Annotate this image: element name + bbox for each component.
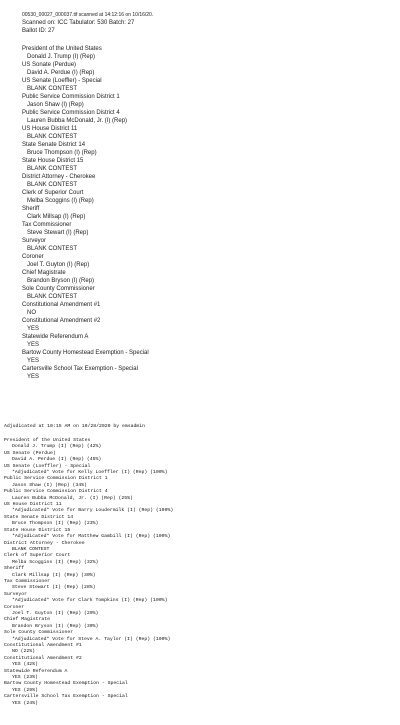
contest-title: President of the United States (4, 438, 91, 443)
contest-title: State Senate District 14 (4, 514, 74, 520)
scanned-contest (22, 61, 382, 77)
scanned-contest (22, 221, 382, 237)
contest-choice: Steve Stewart (I) (Rep) (28%) (12, 585, 96, 591)
adjudicated-contest (4, 476, 396, 489)
adjudicated-contest (4, 617, 396, 630)
contest-title: District Attorney - Cherokee (4, 540, 85, 546)
contest-title: Constitutional Amendment #2 (4, 655, 82, 661)
contest-choice: David A. Perdue (I) (Rep) (27, 70, 95, 76)
contest-title: State Senate District 14 (22, 142, 86, 148)
scanned-ballot-section (22, 12, 382, 381)
contest-choice: Melba Scoggins (I) (Rep) (32%) (12, 559, 99, 565)
contest-choice: *Adjudicated* Vote for Barry Loudermilk (I) (Rep) (100%) (12, 508, 174, 514)
scanned-on-line: Scanned on: ICC Tabulator: 530 Batch: 27 (22, 20, 135, 26)
scanned-contest (22, 253, 382, 269)
adjudicated-contest (4, 489, 396, 502)
scanned-contest (22, 365, 382, 381)
contest-choice: YES (24%) (12, 700, 38, 706)
contest-choice: NO (27, 310, 36, 316)
scanned-contest (22, 77, 382, 93)
scanned-contest (22, 349, 382, 365)
adjudicated-contest (4, 694, 396, 707)
contest-choice: Donald J. Trump (I) (Rep) (42%) (12, 444, 102, 450)
contest-choice: *Adjudicated* Vote for Clark Tompkins (I) (Rep) (100%) (12, 598, 168, 604)
contest-choice: BLANK CONTEST (27, 134, 78, 140)
contest-choice: David A. Perdue (I) (Rep) (45%) (12, 457, 102, 463)
adjudicated-contest (4, 528, 396, 541)
contest-title: Chief Magistrate (4, 617, 51, 623)
contest-title: State House District 15 (4, 527, 71, 533)
adjudicated-contest (4, 592, 396, 605)
adjudicated-contest (4, 605, 396, 618)
contest-title: US Sonate (Perdue) (22, 62, 77, 68)
contest-title: Constitutional Amendment #1 (22, 302, 101, 308)
ballot-id-line: Ballot ID: 27 (22, 27, 55, 34)
contest-choice: Brandon Bryson (I) (Rep) (27, 278, 95, 284)
adjudicated-contest (4, 553, 396, 566)
contest-title: Bartow County Homestead Exemption - Special (4, 681, 128, 687)
contest-choice: YES (27, 342, 40, 348)
contest-choice: YES (42%) (12, 662, 38, 668)
scanned-contest (22, 109, 382, 125)
contest-title: Public Service Commission District 1 (4, 476, 108, 482)
contest-choice: BLANK CONTEST (27, 294, 78, 300)
adjudicated-contest (4, 464, 396, 477)
contest-choice: YES (23%) (12, 675, 38, 681)
contest-title: Cartersville School Tax Exemption - Special (4, 694, 128, 700)
contest-title: Cartersville School Tax Exemption - Special (22, 366, 138, 372)
contest-title: Tax Commissioner (22, 222, 72, 228)
scanned-contest (22, 157, 382, 173)
contest-choice: YES (27, 326, 40, 332)
contest-choice: Steve Stewart (I) (Rep) (27, 230, 89, 236)
contest-title: Sheriff (4, 566, 25, 572)
scanned-contest (22, 173, 382, 189)
contest-choice: BLANK CONTEST (27, 246, 78, 252)
contest-title: US Senate (Loeffler) - Special (22, 78, 102, 84)
contest-choice: *Adjudicated* Vote for Matthew Gambill (I) (Rep) (100%) (12, 534, 171, 540)
contest-choice: BLANK CONTEST (27, 86, 78, 92)
contest-choice: Bruce Thompson (I) (Rep) (27, 150, 97, 156)
contest-choice: NO (22%) (12, 649, 36, 655)
contest-title: US Senate (Perdue) (4, 450, 56, 456)
contest-choice: Melba Scoggins (I) (Rep) (27, 198, 94, 204)
scanned-contest (22, 301, 382, 317)
contest-title: Sole County Commissioner (4, 630, 74, 636)
adjudicated-contest (4, 630, 396, 643)
adjudicated-contest (4, 669, 396, 682)
contest-title: Clerk of Superior Court (4, 553, 71, 559)
scanned-contest (22, 205, 382, 221)
adjudicated-contest (4, 566, 396, 579)
contest-title: Constitutional Amendment #2 (22, 318, 101, 324)
contest-choice: Joel T. Guyton (I) (Rep) (27, 262, 90, 268)
contest-choice: *Adjudicated* Vote for Kelly Loeffler (I) (Rep) (100%) (12, 470, 168, 476)
contest-choice: Jason Shaw (I) (Rep) (34%) (12, 482, 87, 488)
contest-choice: YES (27, 374, 40, 380)
adjudicated-contest (4, 643, 396, 656)
contest-choice: Clark Millsap (I) (Rep) (30%) (12, 572, 96, 578)
adjudicated-contest (4, 681, 396, 694)
contest-choice: Lauren Bubba McDonald, Jr. (I) (Rep) (25%) (12, 495, 133, 501)
adjudicated-contest (4, 515, 396, 528)
adjudicated-contest (4, 438, 396, 451)
scanned-contest (22, 93, 382, 109)
scanned-contest (22, 45, 382, 61)
scanned-contest (22, 125, 382, 141)
contest-title: Statewide Referendum A (22, 334, 89, 340)
contest-choice: Jason Shaw (I) (Rep) (27, 102, 84, 108)
contest-choice: BLANK CONTEST (27, 182, 78, 188)
adjudicated-contest (4, 579, 396, 592)
contest-title: District Attorney - Cherokee (22, 174, 96, 180)
contest-choice: Lauren Bubba McDonald, Jr. (I) (Rep) (27, 118, 128, 124)
contest-choice: BLANK CONTEST (12, 546, 50, 552)
contest-choice: Joel T. Guyton (I) (Rep) (29%) (12, 610, 99, 616)
scanned-contest (22, 269, 382, 285)
contest-title: Statewide Referendum A (4, 668, 68, 674)
scanned-contest (22, 189, 382, 205)
contest-title: Coroner (22, 254, 44, 260)
contest-title: President of the United States (22, 46, 102, 52)
contest-title: Public Service Commission District 4 (22, 110, 120, 116)
contest-title: Tax Commissioner (4, 578, 51, 584)
contest-title: Chief Magistrate (22, 270, 66, 276)
adjudicated-contest (4, 656, 396, 669)
contest-title: Public Service Commission District 4 (4, 489, 108, 495)
contest-title: Surveyor (4, 591, 28, 597)
scanned-contest (22, 141, 382, 157)
adjudicated-contest (4, 541, 396, 554)
contest-title: Surveyor (22, 238, 47, 244)
adjudication-section (4, 438, 396, 707)
contest-title: US House District 11 (22, 126, 78, 132)
contest-choice: BLANK CONTEST (27, 166, 78, 172)
adjudication-heading: Adjudicated at 10:15 AM on 10/28/2020 by emsadmin (4, 424, 146, 429)
contest-title: Sole County Commissioner (22, 286, 95, 292)
contest-title: US House District 11 (4, 502, 62, 508)
contest-title: Bartow County Homestead Exemption - Special (22, 350, 149, 356)
contest-title: Sheriff (22, 206, 40, 212)
contest-title: US Senate (Loeffler) - Special (4, 463, 91, 469)
contest-title: Clerk of Superior Court (22, 190, 84, 196)
contest-choice: YES (29%) (12, 687, 38, 693)
adjudicated-contest (4, 502, 396, 515)
adjudicated-contest (4, 451, 396, 464)
contest-choice: *Adjudicated* Vote for Steve A. Taylor (I) (Rep) (100%) (12, 636, 171, 642)
contest-title: Coroner (4, 604, 25, 610)
scanned-contest (22, 333, 382, 349)
scanned-contest (22, 317, 382, 333)
contest-choice: Clark Millsap (I) (Rep) (27, 214, 86, 220)
scanned-contest-list (22, 45, 382, 381)
contest-choice: Donald J. Trump (I) (Rep) (27, 54, 96, 60)
scanned-contest (22, 237, 382, 253)
contest-choice: YES (27, 358, 40, 364)
contest-choice: Bruce Thompson (I) (Rep) (23%) (12, 521, 99, 527)
contest-title: Constitutional Amendment #1 (4, 643, 82, 648)
contest-title: Public Service Commission District 1 (22, 94, 120, 100)
scan-file-header: 00530_00027_000037.tif scanned at 14:12:16 on 10/16/20. (22, 12, 154, 18)
contest-choice: Brandon Bryson (I) (Rep) (30%) (12, 623, 99, 629)
contest-title: State House District 15 (22, 158, 84, 164)
scanned-contest (22, 285, 382, 301)
